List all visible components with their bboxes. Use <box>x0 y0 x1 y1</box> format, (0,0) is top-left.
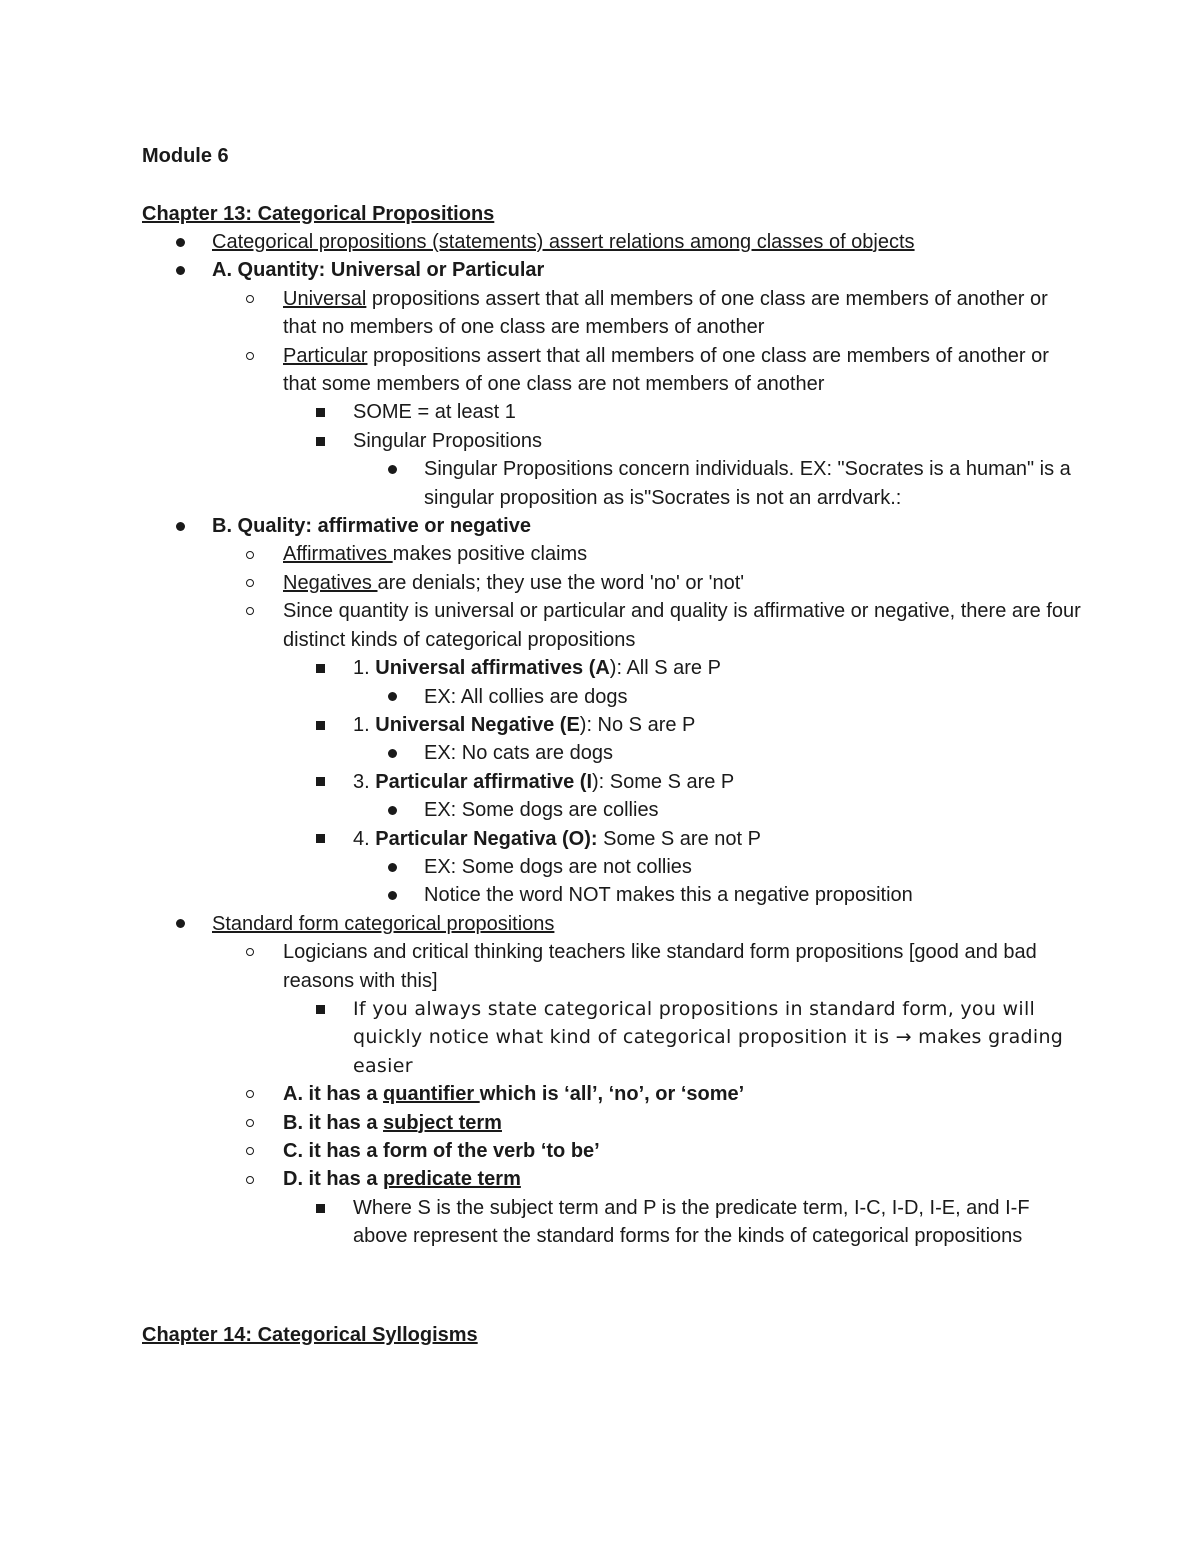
bullet-dot-icon <box>388 853 397 881</box>
list-item <box>142 285 1082 342</box>
universal-text: propositions assert that all members of one class are members of another or that no members of one class are members of another <box>283 287 1048 339</box>
list-item <box>142 853 1082 881</box>
document-body <box>142 142 1082 1349</box>
bullet-circle-icon <box>246 1080 254 1108</box>
list-item <box>142 683 1082 711</box>
list-item <box>142 427 1082 455</box>
bullet-dot-icon <box>176 512 185 540</box>
list-item <box>142 1165 1082 1193</box>
bullet-circle-icon <box>246 1109 254 1137</box>
bullet-dot-icon <box>388 881 397 909</box>
list-item <box>142 881 1082 909</box>
intro-text: Categorical propositions (statements) assert relations among classes of objects <box>212 231 915 253</box>
predicate-term: predicate term <box>383 1168 521 1191</box>
kind-label: Universal Negative (E <box>375 713 580 736</box>
negatives-term: Negatives <box>283 571 378 594</box>
chapter-13-list <box>142 228 1082 1251</box>
list-item <box>142 796 1082 824</box>
kind-label: Universal affirmatives (A <box>375 657 610 680</box>
kind-form: ): Some S are P <box>592 770 735 793</box>
kind-form: ): No S are P <box>579 713 696 736</box>
criterion-b-prefix: B. it has a <box>283 1111 384 1134</box>
quantity-heading: A. Quantity: Universal or Particular <box>212 259 545 282</box>
bullet-square-icon <box>316 825 325 853</box>
logicians-text: Logicians and critical thinking teachers like standard form propositions [good and bad reasons with this] <box>283 941 1037 992</box>
kind-form: ): All S are P <box>609 657 721 680</box>
list-item <box>142 739 1082 767</box>
chapter-14-heading: Chapter 14: Categorical Syllogisms <box>142 1323 478 1346</box>
bullet-square-icon <box>316 427 325 455</box>
list-item <box>142 1080 1082 1108</box>
negatives-text: are denials; they use the word 'no' or 'not' <box>377 571 745 594</box>
list-item <box>142 597 1082 654</box>
list-item <box>142 540 1082 568</box>
list-item <box>142 711 1082 739</box>
kind-form: Some S are not P <box>597 827 761 850</box>
list-item <box>142 995 1082 1080</box>
bullet-circle-icon <box>246 1137 254 1165</box>
bullet-dot-icon <box>176 228 185 256</box>
bullet-circle-icon <box>246 1165 254 1193</box>
criterion-a-prefix: A. it has a <box>283 1083 384 1106</box>
bullet-circle-icon <box>246 569 254 597</box>
some-definition: SOME = at least 1 <box>353 401 516 424</box>
bullet-dot-icon <box>388 683 397 711</box>
quantifier-term: quantifier <box>383 1083 480 1106</box>
bullet-square-icon <box>316 995 325 1023</box>
singular-heading: Singular Propositions <box>353 429 542 452</box>
kind-label: Particular affirmative (I <box>375 770 592 793</box>
affirmatives-term: Affirmatives <box>283 543 393 566</box>
kind-label: Particular Negativa (O): <box>375 827 598 850</box>
list-item <box>142 228 1082 256</box>
bullet-circle-icon <box>246 540 254 568</box>
criterion-c-text: C. it has a form of the verb ‘to be’ <box>283 1140 600 1162</box>
kind-number: 1. <box>353 713 376 736</box>
standard-form-heading: Standard form categorical propositions <box>212 912 555 935</box>
affirmatives-text: makes positive claims <box>392 543 588 566</box>
bullet-dot-icon <box>176 910 185 938</box>
list-item <box>142 1137 1082 1165</box>
kind-example: EX: Some dogs are not collies <box>424 855 692 878</box>
list-item <box>142 825 1082 853</box>
list-item <box>142 398 1082 426</box>
bullet-dot-icon <box>388 455 397 483</box>
bullet-circle-icon <box>246 597 254 625</box>
chapter-13-heading: Chapter 13: Categorical Propositions <box>142 203 495 225</box>
bullet-square-icon <box>316 398 325 426</box>
bullet-dot-icon <box>176 256 185 284</box>
quality-heading: B. Quality: affirmative or negative <box>212 515 531 538</box>
kind-example: EX: All collies are dogs <box>424 685 628 708</box>
bullet-square-icon <box>316 1194 325 1222</box>
list-item <box>142 256 1082 284</box>
bullet-square-icon <box>316 711 325 739</box>
kind-example: EX: Some dogs are collies <box>424 799 659 822</box>
bullet-circle-icon <box>246 285 254 313</box>
bullet-circle-icon <box>246 342 254 370</box>
list-item <box>142 455 1082 512</box>
list-item <box>142 654 1082 682</box>
bullet-dot-icon <box>388 739 397 767</box>
kind-number: 3. <box>353 770 376 793</box>
criterion-d-prefix: D. it has a <box>283 1168 384 1191</box>
kind-example: EX: No cats are dogs <box>424 742 613 765</box>
list-item <box>142 1194 1082 1251</box>
particular-term: Particular <box>283 344 368 367</box>
singular-detail: Singular Propositions concern individuals. EX: "Socrates is a human" is a singular proposition as is"Socrates is not an arrdvark.: <box>424 458 1071 509</box>
list-item <box>142 938 1082 995</box>
bullet-square-icon <box>316 654 325 682</box>
four-kinds-text: Since quantity is universal or particular and quality is affirmative or negative, there are four distinct kinds of categorical propositions <box>283 600 1081 651</box>
kind-note: Notice the word NOT makes this a negative proposition <box>424 884 913 907</box>
criterion-a-suffix: which is ‘all’, ‘no’, or ‘some’ <box>479 1083 745 1106</box>
list-item <box>142 569 1082 597</box>
where-s-text: Where S is the subject term and P is the predicate term, I-C, I-D, I-E, and I-F above represent the standard forms for the kinds of categorical propositions <box>353 1196 1030 1248</box>
module-title: Module 6 <box>142 145 229 167</box>
subject-term: subject term <box>383 1111 502 1134</box>
bullet-circle-icon <box>246 938 254 966</box>
list-item <box>142 342 1082 399</box>
list-item <box>142 768 1082 796</box>
list-item <box>142 512 1082 540</box>
particular-text: propositions assert that all members of one class are members of another or that some members of one class are not members of another <box>283 344 1049 396</box>
always-state-text: If you always state categorical propositions in standard form, you will quickly notice what kind of categorical proposition it is → makes grading easier <box>353 997 1064 1077</box>
list-item <box>142 910 1082 938</box>
kind-number: 1. <box>353 657 376 680</box>
bullet-square-icon <box>316 768 325 796</box>
kind-number: 4. <box>353 827 376 850</box>
list-item <box>142 1109 1082 1137</box>
bullet-dot-icon <box>388 796 397 824</box>
universal-term: Universal <box>283 287 367 310</box>
